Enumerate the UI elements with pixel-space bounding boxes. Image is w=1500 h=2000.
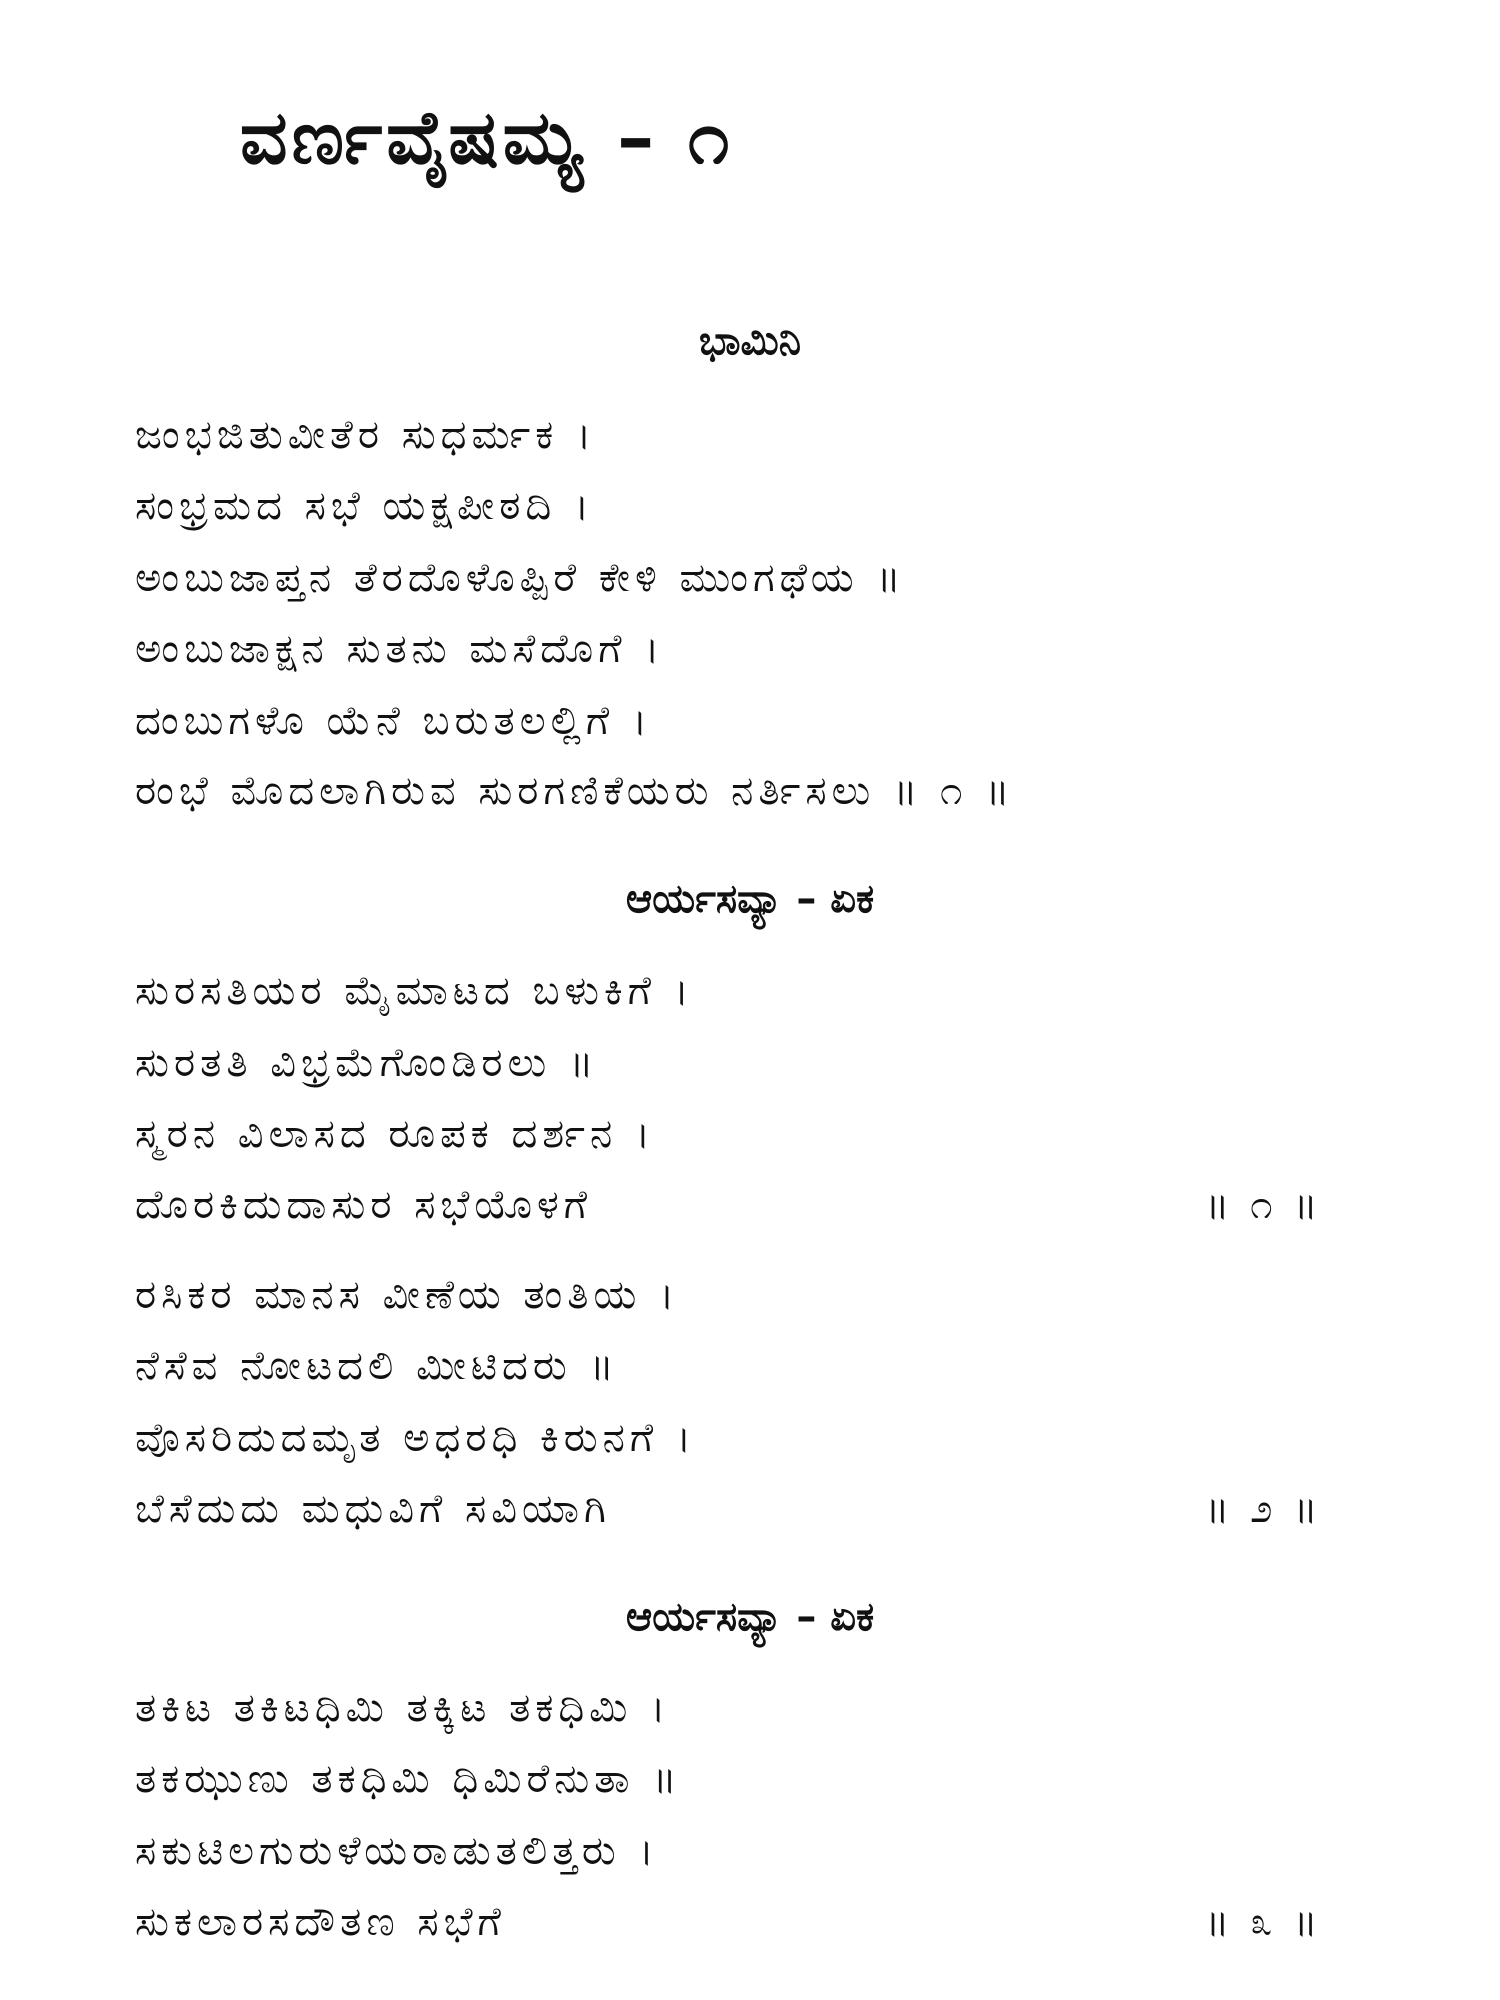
section-heading-aryasavya: ಆರ್ಯಸವ್ಯಾ – ಏಕ <box>625 876 875 922</box>
verse-number: ॥ ೩ ॥ <box>1205 1899 1322 1945</box>
verse-line: ತಕಝುಣು ತಕಧಿಮಿ ಧಿಮಿರೆನುತಾ ॥ <box>135 1756 682 1802</box>
verse-line: ರಸಿಕರ ಮಾನಸ ವೀಣೆಯ ತಂತಿಯ । <box>135 1272 680 1318</box>
verse-line: ಸಕುಟಿಲಗುರುಳೆಯರಾಡುತಲಿತ್ತರು । <box>135 1828 659 1874</box>
section-heading-bhamini: ಭಾಮಿನಿ <box>699 318 801 364</box>
verse-line: ದೊರಕಿದುದಾಸುರ ಸಭೆಯೊಳಗೆ <box>135 1182 592 1228</box>
verse-line: ಬೆಸೆದುದು ಮಧುವಿಗೆ ಸವಿಯಾಗಿ <box>135 1486 611 1532</box>
verse-number: ॥ ೨ ॥ <box>1205 1486 1322 1532</box>
verse-line: ಸುಕಲಾರಸದೌತಣ ಸಭೆಗೆ <box>135 1899 506 1945</box>
verse-line: ತಕಿಟ ತಕಿಟಧಿಮಿ ತಕ್ಕಿಟ ತಕಧಿಮಿ । <box>135 1685 671 1731</box>
verse-line: ರಂಭೆ ಮೊದಲಾಗಿರುವ ಸುರಗಣಿಕೆಯರು ನರ್ತಿಸಲು ॥ ೧ ॥ <box>135 768 1015 814</box>
verse-line: ಸಂಭ್ರಮದ ಸಭೆ ಯಕ್ಷಪೀಠದಿ । <box>135 483 595 529</box>
verse-line: ವೊಸರಿದುದಮೃತ ಅಧರಧಿ ಕಿರುನಗೆ । <box>135 1415 697 1461</box>
verse-line: ಅಂಬುಜಾಪ್ತನ ತೆರದೊಳೊಪ್ಪಿರೆ ಕೇಳಿ ಮುಂಗಥೆಯ ॥ <box>135 555 906 601</box>
section-heading-aryasavya: ಆರ್ಯಸವ್ಯಾ – ಏಕ <box>625 1594 875 1640</box>
verse-line: ದಂಬುಗಳೊ ಯೆನೆ ಬರುತಲಲ್ಲಿಗೆ । <box>135 698 653 744</box>
verse-line: ಜಂಭಜಿತುವೀತೆರ ಸುಧರ್ಮಕ । <box>135 412 597 458</box>
verse-line: ಸುರಸತಿಯರ ಮೈಮಾಟದ ಬಳುಕಿಗೆ । <box>135 968 694 1014</box>
verse-line: ಸ್ಮರನ ವಿಲಾಸದ ರೂಪಕ ದರ್ಶನ । <box>135 1111 656 1157</box>
verse-line: ನೆಸೆವ ನೋಟದಲಿ ಮೀಟಿದರು ॥ <box>135 1343 619 1389</box>
page-title: ವರ್ಣವೈಷಮ್ಯ – ೧ <box>240 95 734 181</box>
verse-number: ॥ ೧ ॥ <box>1205 1182 1322 1228</box>
verse-line: ಅಂಬುಜಾಕ್ಷನ ಸುತನು ಮಸೆದೊಗೆ । <box>135 626 665 672</box>
verse-line: ಸುರತತಿ ವಿಭ್ರಮೆಗೊಂಡಿರಲು ॥ <box>135 1040 599 1086</box>
